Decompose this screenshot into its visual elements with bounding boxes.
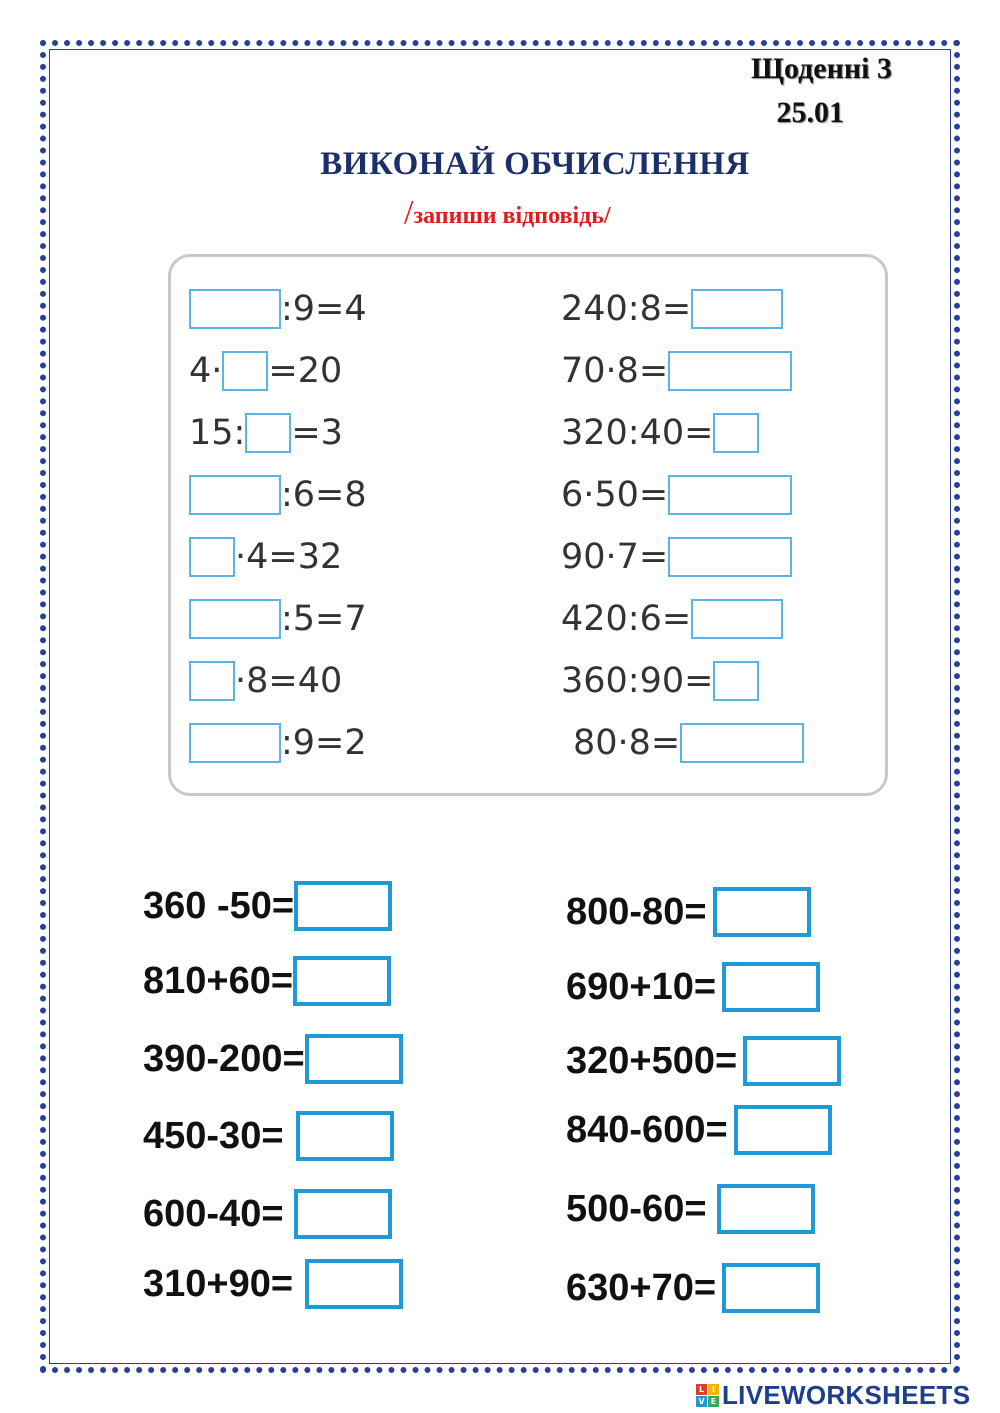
expr-text: 690+10=: [566, 965, 717, 1008]
answer-box[interactable]: [713, 661, 759, 701]
panel-left-row-3: [189, 409, 343, 457]
header-date: 25.01: [776, 96, 844, 129]
expr-text: 320:40=: [561, 413, 714, 453]
worksheet-title: ВИКОНАЙ ОБЧИСЛЕННЯ: [320, 146, 750, 182]
logo-cell: I: [708, 1384, 719, 1395]
answer-box[interactable]: [305, 1034, 403, 1084]
answer-box[interactable]: [305, 1259, 403, 1309]
bottom-left-row-3: [143, 1033, 403, 1085]
answer-box[interactable]: [722, 1263, 820, 1313]
expr-text: 70·8=: [561, 351, 669, 391]
bottom-left-row-5: [143, 1188, 392, 1240]
answer-box[interactable]: [691, 289, 783, 329]
answer-box[interactable]: [713, 413, 759, 453]
panel-left-row-1: [189, 285, 367, 333]
bottom-left-row-1: [143, 880, 392, 932]
expr-text: 500-60=: [566, 1187, 707, 1230]
answer-box[interactable]: [293, 956, 391, 1006]
answer-box[interactable]: [713, 887, 811, 937]
answer-box[interactable]: [245, 413, 291, 453]
expr-text: 600-40=: [143, 1192, 284, 1235]
expr-text: 15:: [189, 413, 246, 453]
bottom-left-row-6: [143, 1258, 403, 1310]
answer-box[interactable]: [668, 351, 792, 391]
expr-text: :5=7: [281, 599, 367, 639]
bottom-left-row-4: [143, 1110, 394, 1162]
answer-box[interactable]: [668, 537, 792, 577]
expr-text: 90·7=: [561, 537, 669, 577]
panel-left-row-6: [189, 595, 367, 643]
expr-text: 6·50=: [561, 475, 669, 515]
liveworksheets-logo: [696, 1380, 970, 1411]
panel-left-row-5: [189, 533, 342, 581]
expr-text: 360:90=: [561, 661, 714, 701]
answer-box[interactable]: [189, 723, 281, 763]
panel-right-row-4: [561, 471, 792, 519]
answer-box[interactable]: [734, 1105, 832, 1155]
bottom-left-row-2: [143, 955, 391, 1007]
answer-box[interactable]: [717, 1184, 815, 1234]
answer-box[interactable]: [722, 962, 820, 1012]
liveworksheets-logo-icon: [696, 1384, 720, 1408]
answer-box[interactable]: [743, 1036, 841, 1086]
answer-box[interactable]: [189, 661, 235, 701]
expr-text: :6=8: [281, 475, 367, 515]
expr-text: 320+500=: [566, 1039, 738, 1082]
panel-right-row-7: [561, 657, 759, 705]
panel-right-row-1: [561, 285, 783, 333]
answer-box[interactable]: [222, 351, 268, 391]
subtitle-text: запиши відповідь/: [413, 203, 611, 229]
expr-text: 840-600=: [566, 1108, 728, 1151]
logo-text: LIVEWORKSHEETS: [722, 1380, 971, 1410]
expr-text: ·8=40: [235, 661, 343, 701]
panel-left-row-2: [189, 347, 342, 395]
bottom-right-row-2: [566, 961, 820, 1013]
answer-box[interactable]: [294, 1189, 392, 1239]
expr-text: 390-200=: [143, 1037, 305, 1080]
answer-box[interactable]: [189, 475, 281, 515]
expr-text: 4·: [189, 351, 223, 391]
answer-box[interactable]: [680, 723, 804, 763]
bottom-right-row-6: [566, 1262, 820, 1314]
header-daily-label: Щоденні 3: [751, 52, 892, 85]
logo-cell: V: [696, 1396, 707, 1407]
answer-box[interactable]: [189, 537, 235, 577]
bottom-right-row-1: [566, 886, 811, 938]
expr-text: 810+60=: [143, 959, 294, 1002]
panel-left-row-7: [189, 657, 342, 705]
expr-text: 630+70=: [566, 1266, 717, 1309]
answer-box[interactable]: [189, 599, 281, 639]
worksheet-subtitle: [404, 194, 611, 232]
answer-box[interactable]: [189, 289, 281, 329]
panel-right-row-6: [561, 595, 783, 643]
answer-box[interactable]: [668, 475, 792, 515]
panel-left-row-4: [189, 471, 367, 519]
expr-text: 800-80=: [566, 890, 707, 933]
panel-right-row-8: [573, 719, 804, 767]
expr-text: 310+90=: [143, 1262, 294, 1305]
answer-box[interactable]: [691, 599, 783, 639]
expr-text: 360 -50=: [143, 884, 295, 927]
subtitle-slash: /: [404, 194, 414, 231]
answer-box[interactable]: [294, 881, 392, 931]
logo-cell: E: [708, 1396, 719, 1407]
bottom-right-row-4: [566, 1104, 832, 1156]
expr-text: 450-30=: [143, 1114, 284, 1157]
expr-text: ·4=32: [235, 537, 343, 577]
bottom-right-row-5: [566, 1183, 815, 1235]
panel-right-row-5: [561, 533, 792, 581]
panel-right-row-2: [561, 347, 792, 395]
logo-cell: L: [696, 1384, 707, 1395]
panel-right-row-3: [561, 409, 759, 457]
bottom-right-row-3: [566, 1035, 841, 1087]
expr-text: 80·8=: [573, 723, 681, 763]
expr-text: 240:8=: [561, 289, 692, 329]
expr-text: :9=4: [281, 289, 367, 329]
expr-text: :9=2: [281, 723, 367, 763]
exercise-panel: [168, 254, 888, 796]
expr-text: 420:6=: [561, 599, 692, 639]
expr-text: =3: [291, 413, 343, 453]
expr-text: =20: [268, 351, 343, 391]
panel-left-row-8: [189, 719, 367, 767]
answer-box[interactable]: [296, 1111, 394, 1161]
